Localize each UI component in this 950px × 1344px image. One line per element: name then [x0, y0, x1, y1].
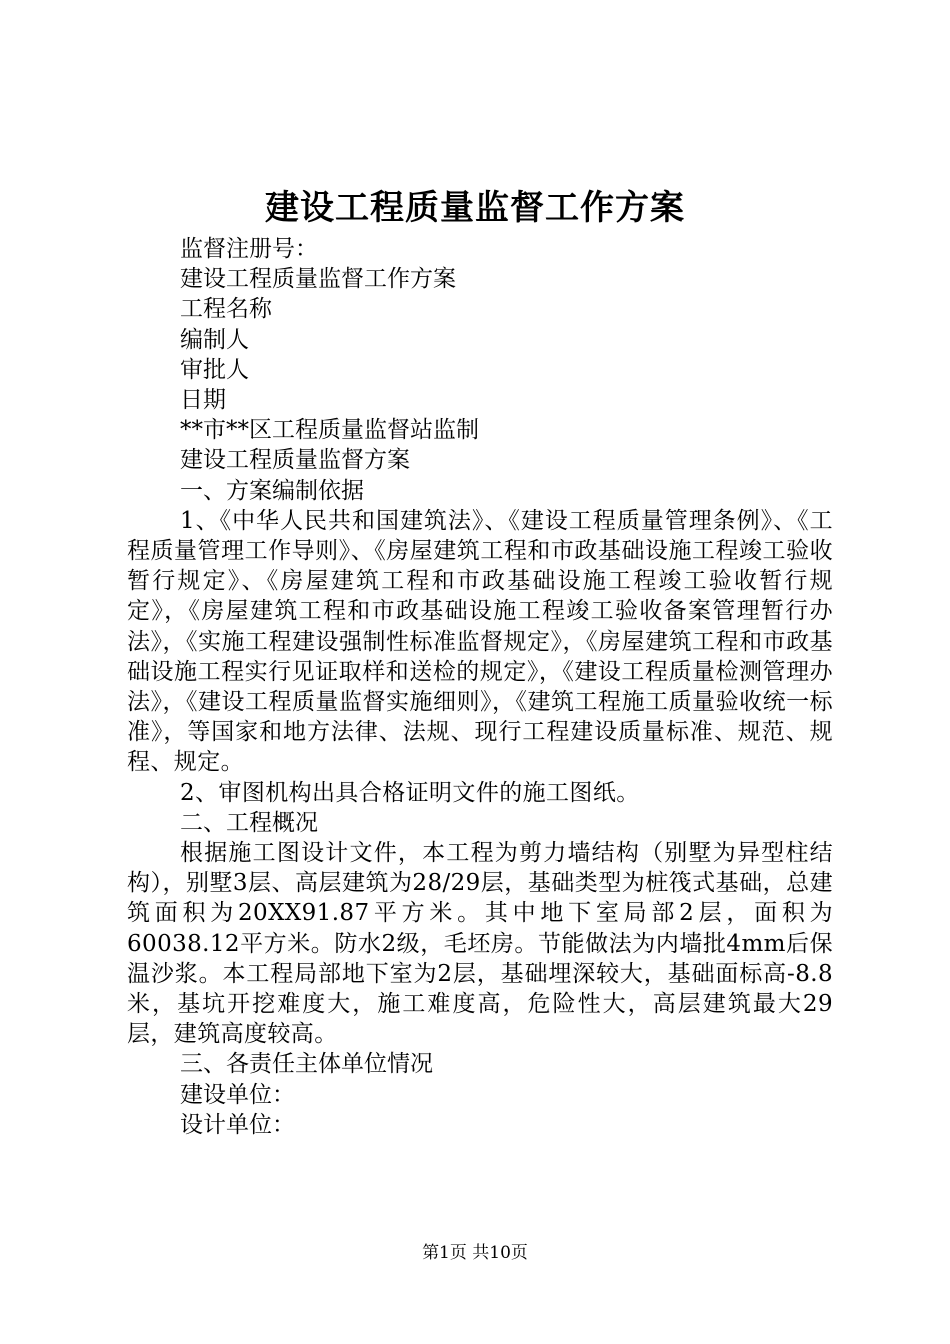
- overview-paragraph: 根据施工图设计文件，本工程为剪力墙结构（别墅为异型柱结构），别墅3层、高层建筑为28/29层，基础类型为桩筏式基础，总建筑面积为20XX91.87平方米。其中地下室局部2层，面积为60038.12平方米。防水2级，毛坯房。节能做法为内墙批4mm后保温沙浆。本工程局部地下室为2层，基础埋深较大，基础面标高-8.8米，基坑开挖难度大，施工难度高，危险性大，高层建筑最大29层，建筑高度较高。: [127, 840, 833, 1048]
- basis-paragraph-2: 2、审图机构出具合格证明文件的施工图纸。: [180, 779, 640, 806]
- construction-unit-line: 建设单位：: [180, 1081, 295, 1108]
- section-heading-basis: 一、方案编制依据: [180, 477, 364, 504]
- date-line: 日期: [180, 387, 226, 414]
- page-footer: 第1页 共10页: [422, 1243, 528, 1263]
- section-heading-parties: 三、各责任主体单位情况: [180, 1051, 433, 1078]
- approver-line: 审批人: [180, 356, 249, 383]
- document-body: [127, 234, 833, 1140]
- subtitle-line: 建设工程质量监督方案: [180, 447, 410, 474]
- basis-paragraph-1: 1、《中华人民共和国建筑法》、《建设工程质量管理条例》、《工程质量管理工作导则》、《房屋建筑工程和市政基础设施工程竣工验收暂行规定》、《房屋建筑工程和市政基础设施工程竣工验收暂行规定》，《房屋建筑工程和市政基础设施工程竣工验收备案管理暂行办法》，《实施工程建设强制性标准监督规定》，《房屋建筑工程和市政基础设施工程实行见证取样和送检的规定》，《建设工程质量检测管理办法》，《建设工程质量监督实施细则》，《建筑工程施工质量验收统一标准》，等国家和地方法律、法规、现行工程建设质量标准、规范、规程、规定。: [127, 507, 833, 776]
- compiler-line: 编制人: [180, 326, 249, 353]
- registration-number-line: 监督注册号：: [180, 236, 318, 262]
- section-heading-overview: 二、工程概况: [180, 809, 318, 836]
- plan-name-line: 建设工程质量监督工作方案: [180, 266, 456, 293]
- design-unit-line: 设计单位：: [180, 1111, 295, 1138]
- issuer-line: **市**区工程质量监督站监制: [180, 417, 479, 444]
- project-name-line: 工程名称: [180, 296, 272, 323]
- document-title: 建设工程质量监督工作方案: [265, 188, 685, 228]
